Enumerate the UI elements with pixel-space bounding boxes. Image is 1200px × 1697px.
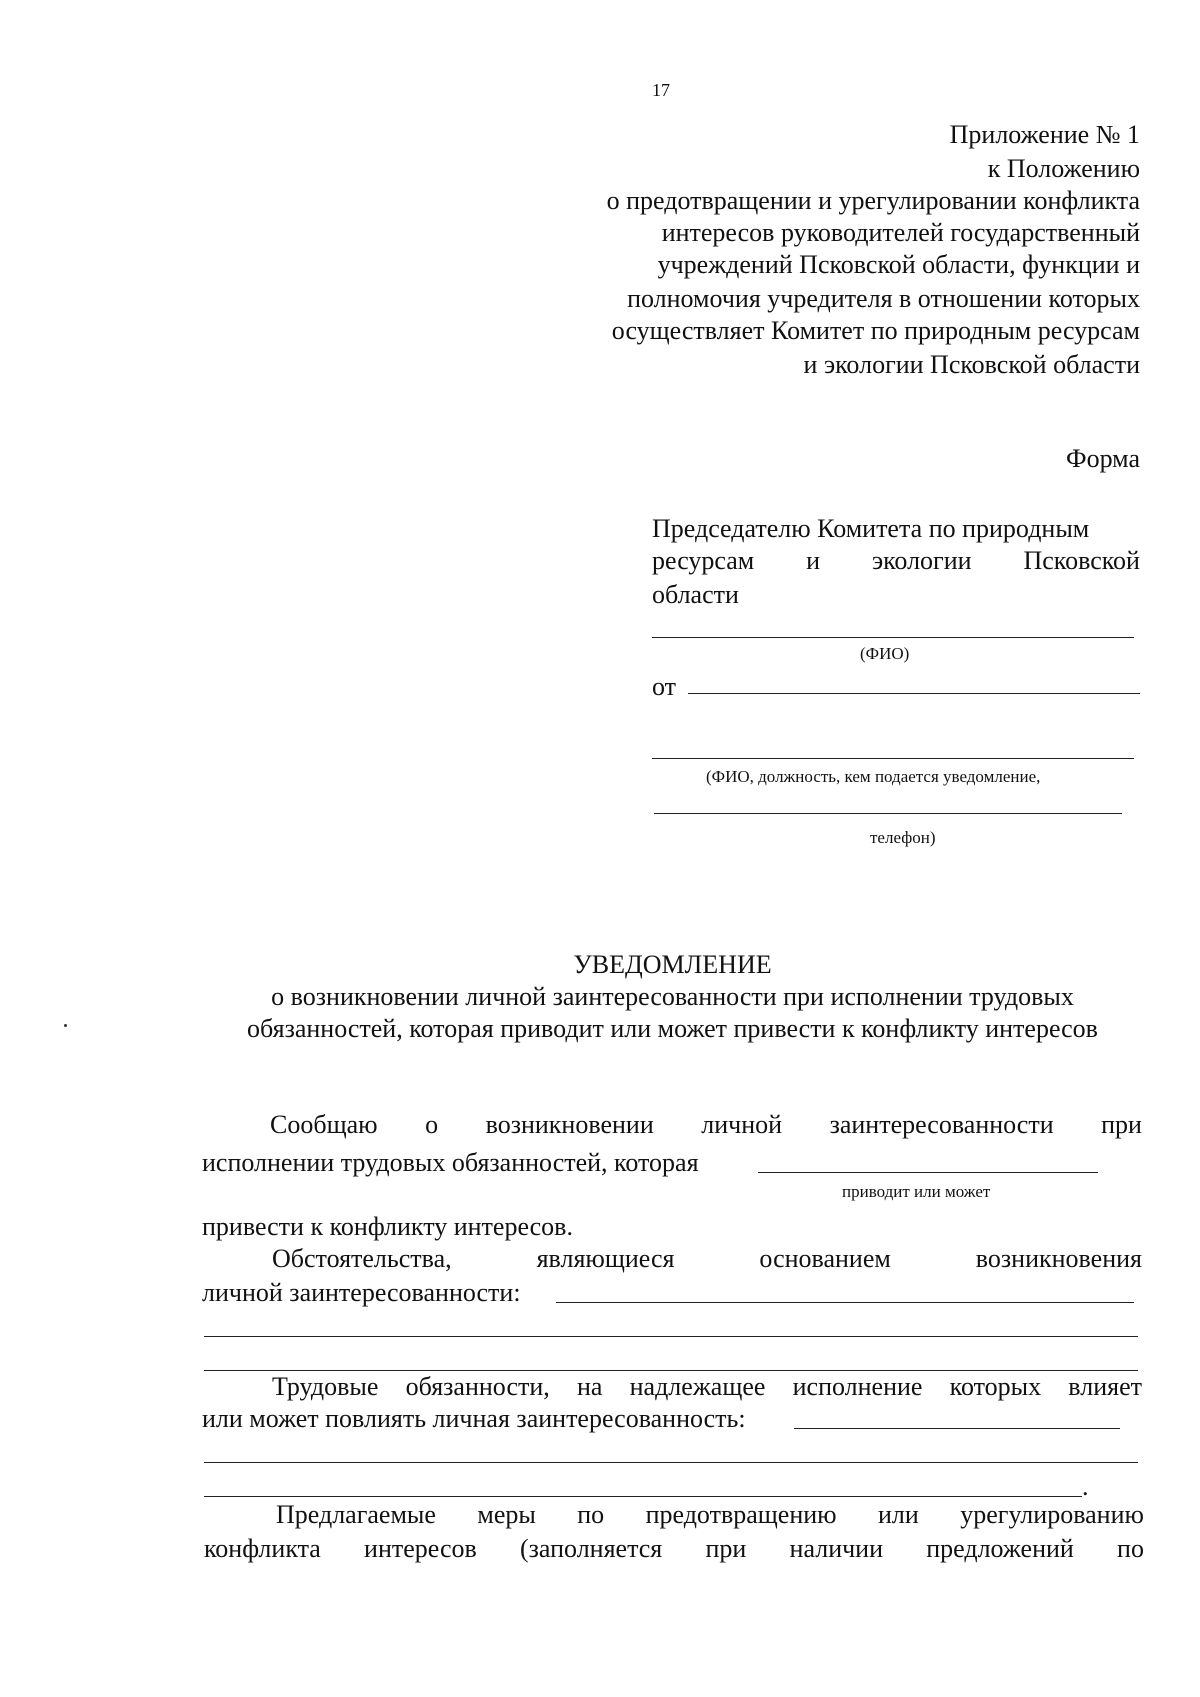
addressee-line3: области	[652, 580, 739, 609]
p4-word: меры	[477, 1500, 536, 1529]
appendix-line: учреждений Псковской области, функции и	[657, 250, 1140, 279]
p4-word: или	[878, 1500, 919, 1529]
p3-blank-line2[interactable]	[204, 1462, 1138, 1463]
p2-blank-line2[interactable]	[204, 1336, 1138, 1337]
p4-word: при	[705, 1534, 747, 1563]
p1-caption: приводит или может	[842, 1182, 991, 1201]
p3-line1	[272, 1372, 1142, 1402]
p4-word: по	[1117, 1534, 1144, 1563]
p2-word: основанием	[759, 1244, 891, 1273]
addressee-word: Псковской	[1023, 546, 1140, 575]
appendix-line: осуществляет Комитет по природным ресурсам	[611, 316, 1140, 345]
from-label: от	[652, 672, 677, 701]
p3-word: обязанности,	[405, 1372, 550, 1401]
form-label: Форма	[1066, 444, 1140, 473]
sender-caption: (ФИО, должность, кем подается уведомление,	[706, 767, 1041, 786]
p1-word: личной	[701, 1110, 783, 1139]
p1-word: возникновении	[485, 1110, 654, 1139]
p4-line2	[204, 1534, 1144, 1564]
appendix-line: полномочия учредителя в отношении которых	[627, 284, 1140, 313]
page-number: 17	[652, 80, 670, 100]
p4-word: предотвращению	[645, 1500, 837, 1529]
notice-title: УВЕДОМЛЕНИЕ	[573, 950, 772, 979]
p3-word: влияет	[1068, 1372, 1142, 1401]
p4-word: (заполняется	[520, 1534, 663, 1563]
p1-blank-line[interactable]	[758, 1172, 1098, 1173]
p2-blank-line3[interactable]	[204, 1370, 1138, 1371]
p3-word: Трудовые	[272, 1372, 379, 1401]
p1-word: заинтересованности	[829, 1110, 1054, 1139]
p4-word: урегулированию	[960, 1500, 1144, 1529]
p1-line3: привести к конфликту интересов.	[202, 1212, 573, 1241]
p3-blank-line1[interactable]	[794, 1428, 1120, 1429]
p4-word: конфликта	[204, 1534, 321, 1563]
fio-caption: (ФИО)	[860, 644, 910, 663]
from-line[interactable]	[688, 693, 1140, 694]
p2-word: Обстоятельства,	[272, 1244, 452, 1273]
p4-word: по	[577, 1500, 605, 1529]
addressee-word: и	[806, 546, 821, 575]
sender-line[interactable]	[652, 758, 1134, 759]
phone-caption: телефон)	[870, 828, 936, 847]
p3-word: которых	[949, 1372, 1042, 1401]
notice-subtitle-line2: обязанностей, которая приводит или может привести к конфликту интересов	[247, 1014, 1098, 1043]
p3-line2: или может повлиять личная заинтересованность:	[202, 1404, 746, 1433]
appendix-line: Приложение № 1	[949, 120, 1140, 149]
p2-word: возникновения	[975, 1244, 1142, 1273]
p3-word: надлежащее	[629, 1372, 766, 1401]
p1-line1	[270, 1110, 1142, 1140]
appendix-line: к Положению	[987, 154, 1140, 183]
p1-word: при	[1101, 1110, 1142, 1139]
p2-line2: личной заинтересованности:	[202, 1278, 521, 1307]
p2-word: являющиеся	[536, 1244, 675, 1273]
p4-line1	[276, 1500, 1144, 1530]
p4-word: предложений	[926, 1534, 1074, 1563]
p1-word: о	[425, 1110, 439, 1139]
p2-line1	[272, 1244, 1142, 1274]
addressee-line1: Председателю Комитета по природным	[652, 514, 1090, 543]
p1-line2: исполнении трудовых обязанностей, которая	[202, 1148, 699, 1177]
appendix-line: интересов руководителей государственный	[661, 218, 1140, 247]
p3-blank-line3[interactable]	[204, 1496, 1082, 1497]
p4-word: интересов	[364, 1534, 477, 1563]
p3-word: исполнение	[792, 1372, 923, 1401]
appendix-line: о предотвращении и урегулировании конфликта	[606, 186, 1140, 215]
appendix-line: и экологии Псковской области	[803, 350, 1140, 379]
p2-blank-line1[interactable]	[556, 1302, 1134, 1303]
p3-end-dot: .	[1082, 1472, 1089, 1501]
p3-word: на	[576, 1372, 603, 1401]
p4-word: Предлагаемые	[276, 1500, 436, 1529]
fio-line[interactable]	[652, 637, 1134, 638]
phone-line[interactable]	[654, 813, 1122, 814]
addressee-word: экологии	[871, 546, 972, 575]
addressee-word: ресурсам	[652, 546, 755, 575]
addressee-line2	[652, 546, 1140, 576]
p4-word: наличии	[789, 1534, 884, 1563]
p1-word: Сообщаю	[270, 1110, 378, 1139]
notice-subtitle-line1: о возникновении личной заинтересованности при исполнении трудовых	[271, 982, 1074, 1011]
